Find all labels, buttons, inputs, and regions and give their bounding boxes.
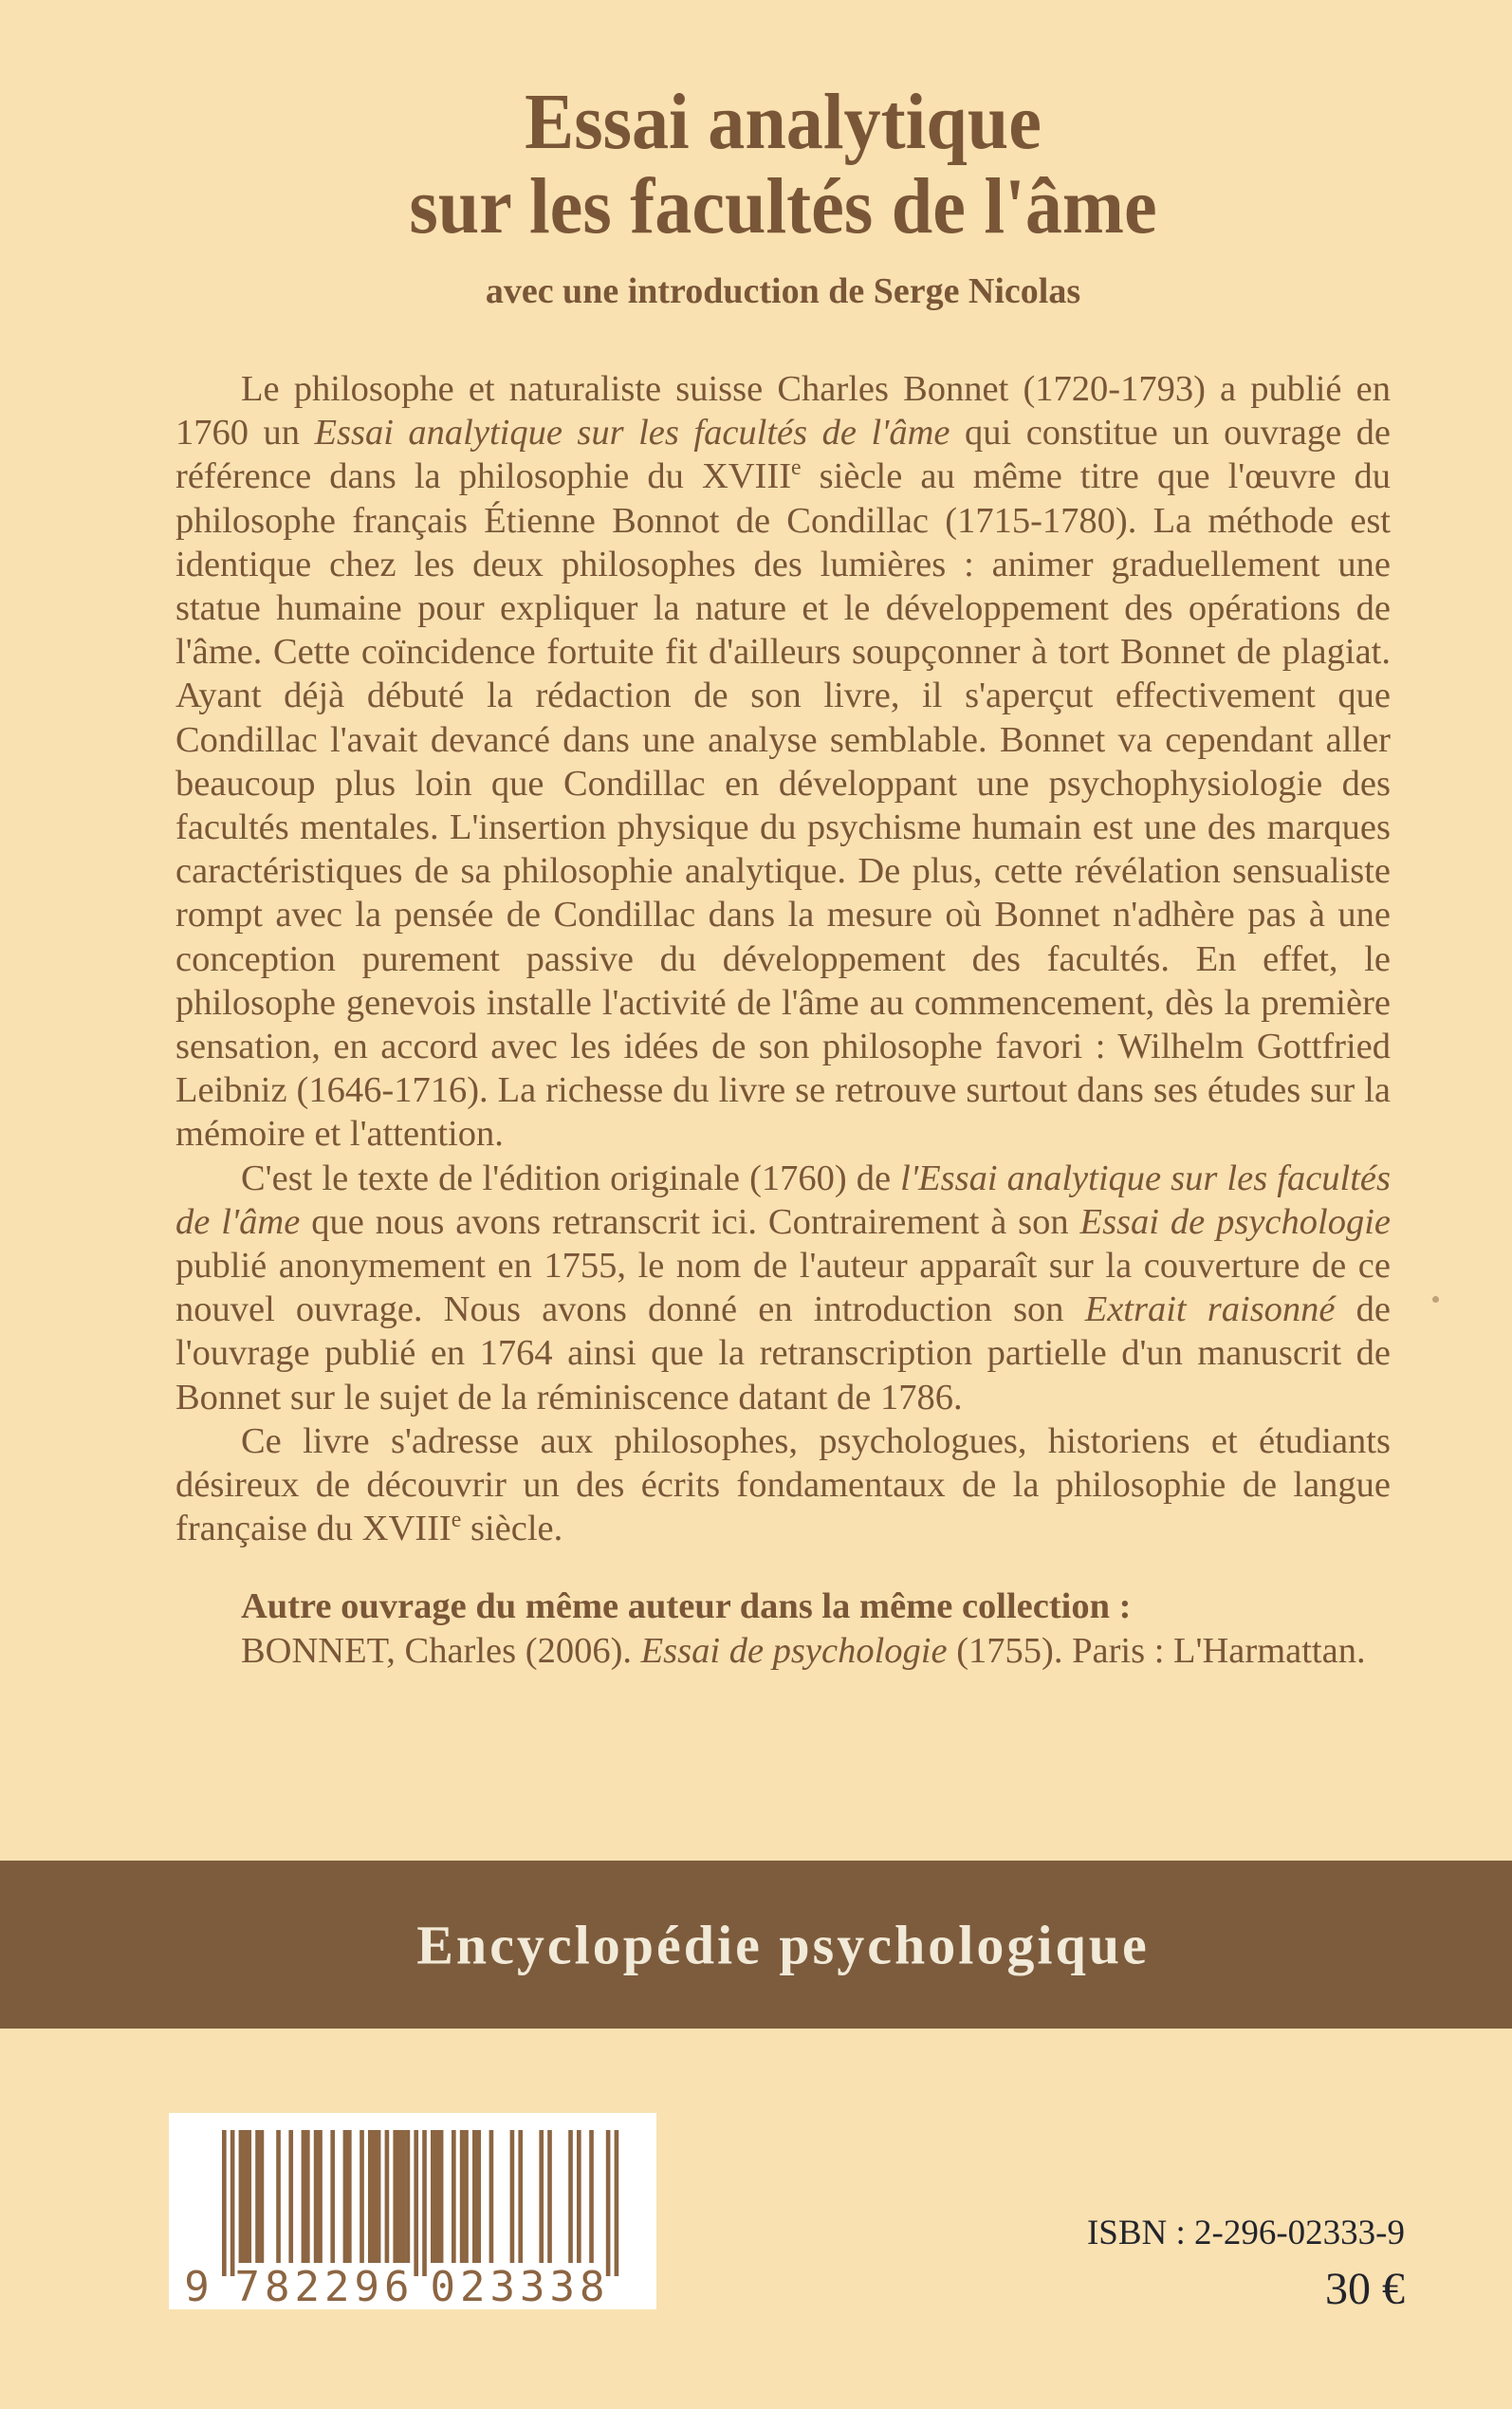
text-run: BONNET, Charles (2006).: [241, 1630, 641, 1671]
text-run: l'Essai analytique sur les facultés de l'âme: [175, 1158, 1392, 1242]
barcode-bar: [434, 2130, 439, 2263]
barcode-bar: [472, 2130, 477, 2263]
book-subtitle: avec une introduction de Serge Nicolas: [485, 271, 1081, 311]
barcode-digits-group2: 023338: [430, 2263, 610, 2306]
barcode-bar: [539, 2130, 544, 2263]
price-label: 30 €: [1325, 2264, 1405, 2314]
barcode-bar: [518, 2130, 523, 2263]
barcode-bar: [460, 2130, 465, 2263]
text-run: (1755). Paris : L'Harmattan.: [947, 1630, 1366, 1671]
isbn-price-block: [1087, 2213, 1405, 2313]
other-works-section: [175, 1584, 1391, 1672]
barcode-digits-group1: 782296: [234, 2263, 415, 2306]
book-title-line-2: sur les facultés de l'âme: [409, 162, 1157, 250]
barcode-bar: [401, 2130, 406, 2263]
text-run: Extrait raisonné: [1084, 1289, 1336, 1330]
barcode-bar: [464, 2130, 469, 2263]
text-run: siècle au même titre que l'œuvre du philosophe français Étienne Bonnot de Condillac (1715-1780). La méthode est identique chez les deux philosophes des lumières : animer graduellement une statue humaine pour expliquer la nature et le développement des opérations de l'âme. Cette coïncidence fortuite fit d'ailleurs soupçonner à tort Bonnet de plagiat. Ayant déjà débuté la rédaction de son livre, il s'aperçut effectivement que Condillac l'avait devancé dans une analyse semblable. Bonnet va cependant aller beaucoup plus loin que Condillac en développant une psychophysiologie des facultés mentales. L'insertion physique du psychisme humain est une des marques caractéristiques de sa philosophie analytique. De plus, cette révélation sensualiste rompt avec la pensée de Condillac dans la mesure où Bonnet n'adhère pas à une conception purement passive du développement des facultés. En effet, le philosophe genevois installe l'activité de l'âme au commencement, dès la première sensation, en accord avec les idées de son philosophe favori : Wilhelm Gottfried Leibniz (1646-1716). La richesse du livre se retrouve surtout dans ses études sur la mémoire et l'attention.: [175, 456, 1391, 1155]
text-run: C'est le texte de l'édition originale (1760) de: [241, 1158, 901, 1198]
collection-band: [0, 1861, 1512, 2029]
barcode-bar: [510, 2130, 515, 2263]
text-run: Essai analytique sur les facultés de l'âme: [314, 413, 950, 454]
barcode-bar: [318, 2130, 323, 2263]
barcode-bar: [397, 2130, 402, 2263]
barcode: [169, 2113, 656, 2309]
barcode-digit-first: 9: [184, 2263, 214, 2306]
barcode-bar: [230, 2130, 235, 2276]
barcode-bar: [255, 2130, 260, 2263]
barcode-bar: [368, 2130, 373, 2263]
text-run: qui constitue un ouvrage de référence dans la philosophie du XVIII: [175, 413, 1391, 497]
text-run: Essai de psychologie: [640, 1630, 948, 1671]
text-run: publié anonymement en 1755, le nom de l'auteur apparaît sur la couverture de ce nouvel ouvrage. Nous avons donné en introduction son: [175, 1246, 1391, 1330]
text-run: e: [791, 455, 802, 481]
collection-band-label: Encyclopédie psychologique: [416, 1914, 1150, 1975]
text-run: Le philosophe et naturaliste suisse Charles Bonnet (1720-1793) a publié en 1760 un: [175, 369, 1391, 454]
barcode-bar: [372, 2130, 377, 2263]
barcode-bar: [330, 2130, 335, 2263]
scan-artifact-dot: [1432, 1296, 1439, 1303]
other-works-heading: Autre ouvrage du même auteur dans la même collection :: [241, 1586, 1132, 1627]
text-run: de l'ouvrage publié en 1764 ainsi que la retranscription partielle d'un manuscrit de Bonnet sur le sujet de la réminiscence datant de 1786.: [175, 1289, 1391, 1418]
barcode-bar: [343, 2130, 348, 2263]
barcode-bar: [439, 2130, 444, 2263]
barcode-bar: [302, 2130, 306, 2263]
barcode-bar: [222, 2130, 227, 2276]
isbn-label: ISBN : 2-296-02333-9: [1086, 2214, 1405, 2252]
barcode-bar: [547, 2130, 552, 2263]
barcode-svg: [175, 2130, 620, 2306]
barcode-bar: [589, 2130, 594, 2263]
barcode-bar: [276, 2130, 281, 2263]
barcode-bars: [222, 2130, 618, 2276]
barcode-bar: [406, 2130, 411, 2263]
barcode-bar: [347, 2130, 352, 2263]
barcode-bar: [305, 2130, 310, 2263]
text-run: e: [451, 1508, 462, 1533]
text-run: que nous avons retranscrit ici. Contrairement à son: [300, 1201, 1080, 1242]
text-run: Ce livre s'adresse aux philosophes, psychologues, historiens et étudiants désireux de découvrir un des écrits fondamentaux de la philosophie de langue française du XVIII: [175, 1420, 1391, 1549]
barcode-bar: [568, 2130, 573, 2263]
barcode-bar: [385, 2130, 390, 2263]
text-run: siècle.: [461, 1509, 563, 1549]
barcode-bar: [239, 2130, 244, 2263]
barcode-bar: [288, 2130, 293, 2263]
barcode-bar: [243, 2130, 248, 2263]
back-cover-blurb: [175, 367, 1391, 1673]
barcode-bar: [414, 2130, 418, 2276]
barcode-bar: [489, 2130, 494, 2263]
text-run: Essai de psychologie: [1079, 1201, 1391, 1242]
paragraph: [175, 367, 1391, 1157]
barcode-bar: [606, 2130, 611, 2276]
barcode-bar: [393, 2130, 397, 2263]
barcode-bar: [577, 2130, 581, 2263]
paragraph: [175, 1419, 1391, 1551]
barcode-bar: [377, 2130, 381, 2263]
barcode-bar: [452, 2130, 456, 2263]
paragraph: [175, 1157, 1391, 1419]
barcode-bar: [431, 2130, 435, 2263]
title-block: [175, 80, 1391, 249]
barcode-bar: [314, 2130, 319, 2263]
barcode-bar: [615, 2130, 619, 2276]
barcode-bar: [476, 2130, 481, 2263]
barcode-bar: [260, 2130, 265, 2263]
other-works-reference: [175, 1629, 1391, 1673]
barcode-bar: [247, 2130, 251, 2263]
book-title-line-1: Essai analytique: [525, 78, 1042, 166]
barcode-bar: [360, 2130, 364, 2263]
barcode-bar: [422, 2130, 427, 2276]
